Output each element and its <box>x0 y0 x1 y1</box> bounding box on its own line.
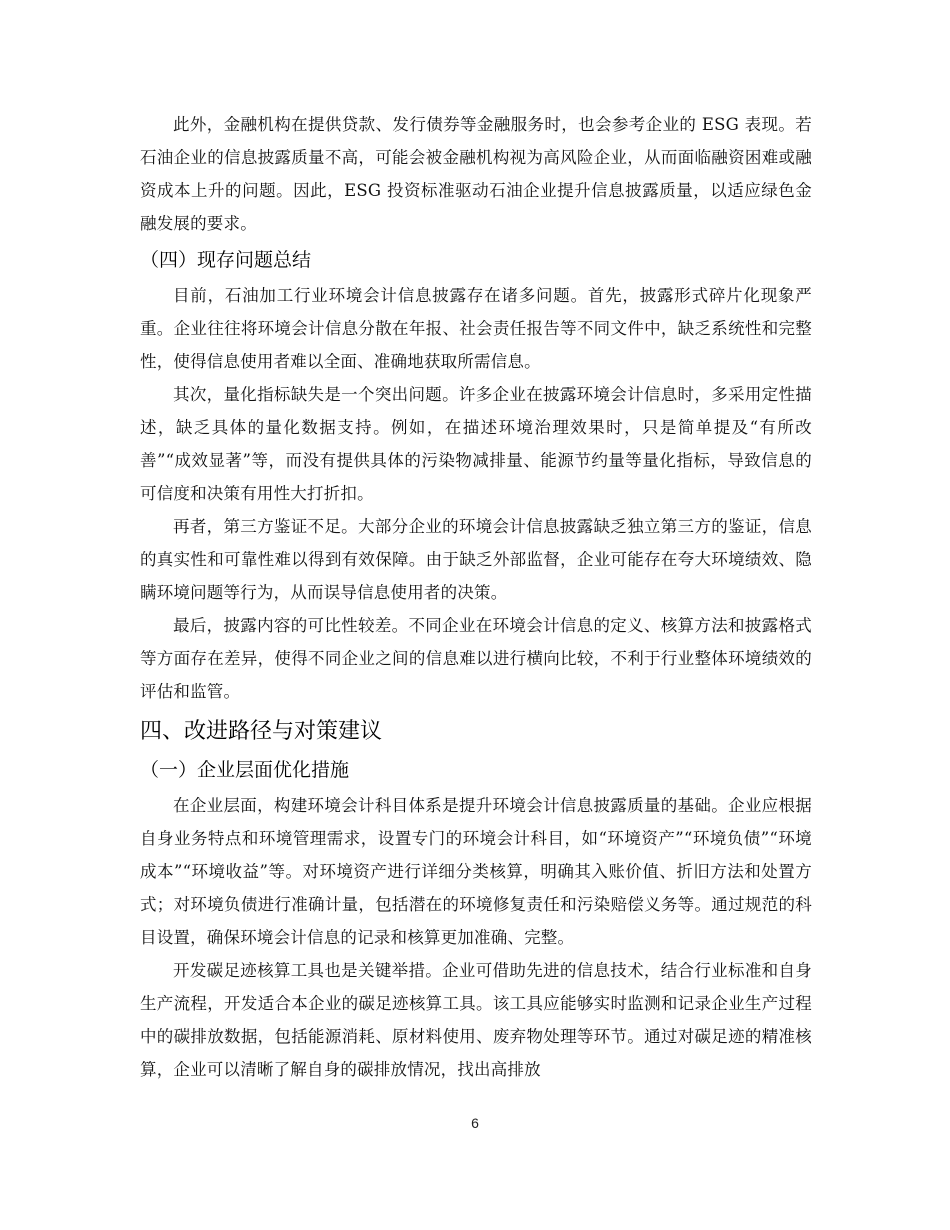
paragraph-comparability: 最后，披露内容的可比性较差。不同企业在环境会计信息的定义、核算方法和披露格式等方面存在差异，使得不同企业之间的信息难以进行横向比较，不利于行业整体环境绩效的评估和监管。 <box>140 616 812 701</box>
paragraph-missing-metrics: 其次，量化指标缺失是一个突出问题。许多企业在披露环境会计信息时，多采用定性描述，缺乏具体的量化数据支持。例如，在描述环境治理效果时，只是简单提及“有所改善”“成效显著”等，而没有提供具体的污染物减排量、能源节约量等量化指标，导致信息的可信度和决策有用性大打折扣。 <box>140 385 812 503</box>
page-body <box>140 108 812 1086</box>
page-number: 6 <box>471 1115 479 1131</box>
paragraph-account-system: 在企业层面，构建环境会计科目体系是提升环境会计信息披露质量的基础。企业应根据自身业务特点和环境管理需求，设置专门的环境会计科目，如“环境资产”“环境负债”“环境成本”“环境收益”等。对环境资产进行详细分类核算，明确其入账价值、折旧方法和处置方式；对环境负债进行准确计量，包括潜在的环境修复责任和污染赔偿义务等。通过规范的科目设置，确保环境会计信息的记录和核算更加准确、完整。 <box>140 796 812 947</box>
paragraph-carbon-footprint: 开发碳足迹核算工具也是关键举措。企业可借助先进的信息技术，结合行业标准和自身生产流程，开发适合本企业的碳足迹核算工具。该工具应能够实时监测和记录企业生产过程中的碳排放数据，包括能源消耗、原材料使用、废弃物处理等环节。通过对碳足迹的精准核算，企业可以清晰了解自身的碳排放情况，找出高排放 <box>140 961 812 1079</box>
heading-improvement-paths: 四、改进路径与对策建议 <box>140 719 383 744</box>
paragraph-financing: 此外，金融机构在提供贷款、发行债券等金融服务时，也会参考企业的 ESG 表现。若石油企业的信息披露质量不高，可能会被金融机构视为高风险企业，从而面临融资困难或融资成本上升的问题。因此，ESG 投资标准驱动石油企业提升信息披露质量，以适应绿色金融发展的要求。 <box>140 115 812 233</box>
paragraph-third-party-assurance: 再者，第三方鉴证不足。大部分企业的环境会计信息披露缺乏独立第三方的鉴证，信息的真实性和可靠性难以得到有效保障。由于缺乏外部监督，企业可能存在夸大环境绩效、隐瞒环境问题等行为，从而误导信息使用者的决策。 <box>140 517 812 602</box>
heading-enterprise-measures: （一）企业层面优化措施 <box>140 759 350 781</box>
paragraph-fragmented-disclosure: 目前，石油加工行业环境会计信息披露存在诸多问题。首先，披露形式碎片化现象严重。企业往往将环境会计信息分散在年报、社会责任报告等不同文件中，缺乏系统性和完整性，使得信息使用者难以全面、准确地获取所需信息。 <box>140 286 812 371</box>
heading-current-problems: （四）现存问题总结 <box>140 249 312 271</box>
